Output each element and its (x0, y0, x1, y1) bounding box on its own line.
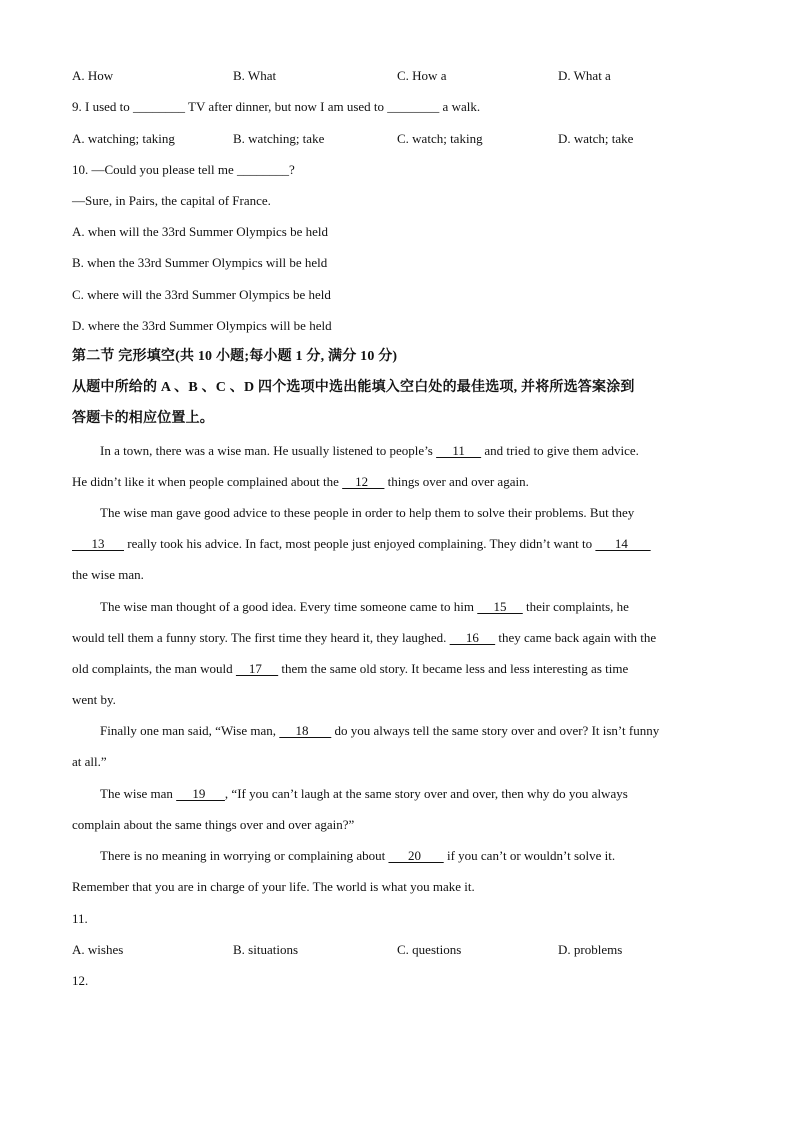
q9-option-b[interactable]: B. watching; take (233, 131, 325, 146)
passage-line (100, 599, 629, 615)
passage-line (72, 536, 651, 552)
passage-line (100, 786, 628, 802)
q9-option-d[interactable]: D. watch; take (558, 131, 634, 146)
passage-text: if you can’t or wouldn’t solve it. (443, 848, 616, 863)
blank-17: 17 (235, 661, 279, 676)
q9-stem (72, 99, 480, 115)
passage-text: things over and over again. (384, 474, 529, 489)
passage-line (72, 661, 628, 677)
q8-option-b[interactable]: B. What (233, 68, 277, 83)
blank-20: 20 (388, 848, 444, 863)
passage-line: Remember that you are in charge of your life. The world is what you make it. (72, 879, 475, 894)
blank-13: 13 (72, 536, 124, 551)
q8-option-c[interactable]: C. How a (397, 68, 447, 83)
passage-line: at all.” (72, 754, 107, 769)
section-instruction: 从题中所给的 A 、B 、C 、D 四个选项中选出能填入空白处的最佳选项, 并将所选答案涂到 (72, 380, 635, 395)
passage-line (100, 723, 659, 739)
q8-option-d[interactable]: D. What a (558, 68, 611, 83)
passage-text: , “If you can’t laugh at the same story over and over, then why do you always (224, 786, 628, 801)
q10-blank: ________ (237, 162, 290, 177)
q11-option-b[interactable]: B. situations (233, 942, 299, 957)
q10-stem-text: 10. —Could you please tell me (72, 162, 238, 177)
q8-option-a[interactable]: A. How (72, 68, 114, 83)
section-instruction: 答题卡的相应位置上。 (72, 411, 214, 426)
q10-option-a[interactable]: A. when will the 33rd Summer Olympics be held (72, 224, 328, 239)
blank-15: 15 (477, 599, 523, 614)
q11-option-a[interactable]: A. wishes (72, 942, 124, 957)
passage-text: do you always tell the same story over and over? It isn’t funny (331, 723, 660, 738)
passage-text: would tell them a funny story. The first time they heard it, they laughed. (72, 630, 450, 645)
q10-stem (72, 162, 295, 178)
passage-text: them the same old story. It became less and less interesting as time (278, 661, 629, 676)
q11-options (72, 942, 732, 958)
passage-text: old complaints, the man would (72, 661, 236, 676)
blank-12: 12 (342, 474, 385, 489)
passage-text: He didn’t like it when people complained about the (72, 474, 343, 489)
blank-11: 11 (436, 443, 482, 458)
q9-stem-text: 9. I used to (72, 99, 134, 114)
passage-line (100, 443, 639, 459)
passage-text: and tried to give them advice. (481, 443, 639, 458)
q9-blank-2: ________ (387, 99, 440, 114)
passage-line: complain about the same things over and over again?” (72, 817, 355, 832)
q10-stem-text: ? (289, 162, 295, 177)
q9-blank-1: ________ (133, 99, 186, 114)
passage-line: the wise man. (72, 567, 144, 582)
q8-options (72, 68, 732, 84)
passage-line (100, 848, 615, 864)
section-title: 第二节 完形填空(共 10 小题;每小题 1 分, 满分 10 分) (72, 349, 398, 364)
passage-text: The wise man thought of a good idea. Every time someone came to him (100, 599, 478, 614)
q10-option-c[interactable]: C. where will the 33rd Summer Olympics be held (72, 287, 331, 302)
blank-16: 16 (449, 630, 496, 645)
passage-text: There is no meaning in worrying or complaining about (100, 848, 389, 863)
q9-option-a[interactable]: A. watching; taking (72, 131, 175, 146)
passage-text: they came back again with the (495, 630, 657, 645)
q12-number: 12. (72, 973, 89, 988)
q10-option-b[interactable]: B. when the 33rd Summer Olympics will be held (72, 255, 328, 270)
q11-option-c[interactable]: C. questions (397, 942, 462, 957)
q9-option-c[interactable]: C. watch; taking (397, 131, 483, 146)
passage-text: really took his advice. In fact, most people just enjoyed complaining. They didn’t want to (124, 536, 596, 551)
q10-option-d[interactable]: D. where the 33rd Summer Olympics will be held (72, 318, 332, 333)
passage-text: In a town, there was a wise man. He usually listened to people’s (100, 443, 437, 458)
q9-stem-text: a walk. (439, 99, 481, 114)
passage-text: Finally one man said, “Wise man, (100, 723, 280, 738)
blank-14: 14 (595, 536, 651, 551)
q10-reply: —Sure, in Pairs, the capital of France. (72, 193, 271, 208)
q9-options (72, 131, 732, 147)
passage-text: The wise man (100, 786, 177, 801)
blank-19: 19 (176, 786, 225, 801)
passage-line (72, 630, 656, 646)
q9-stem-text: TV after dinner, but now I am used to (185, 99, 388, 114)
passage-line: The wise man gave good advice to these people in order to help them to solve their problems. But they (100, 505, 635, 520)
passage-line: went by. (72, 692, 116, 707)
blank-18: 18 (279, 723, 332, 738)
q11-option-d[interactable]: D. problems (558, 942, 623, 957)
q11-number: 11. (72, 911, 88, 926)
passage-line (72, 474, 529, 490)
passage-text: their complaints, he (522, 599, 629, 614)
